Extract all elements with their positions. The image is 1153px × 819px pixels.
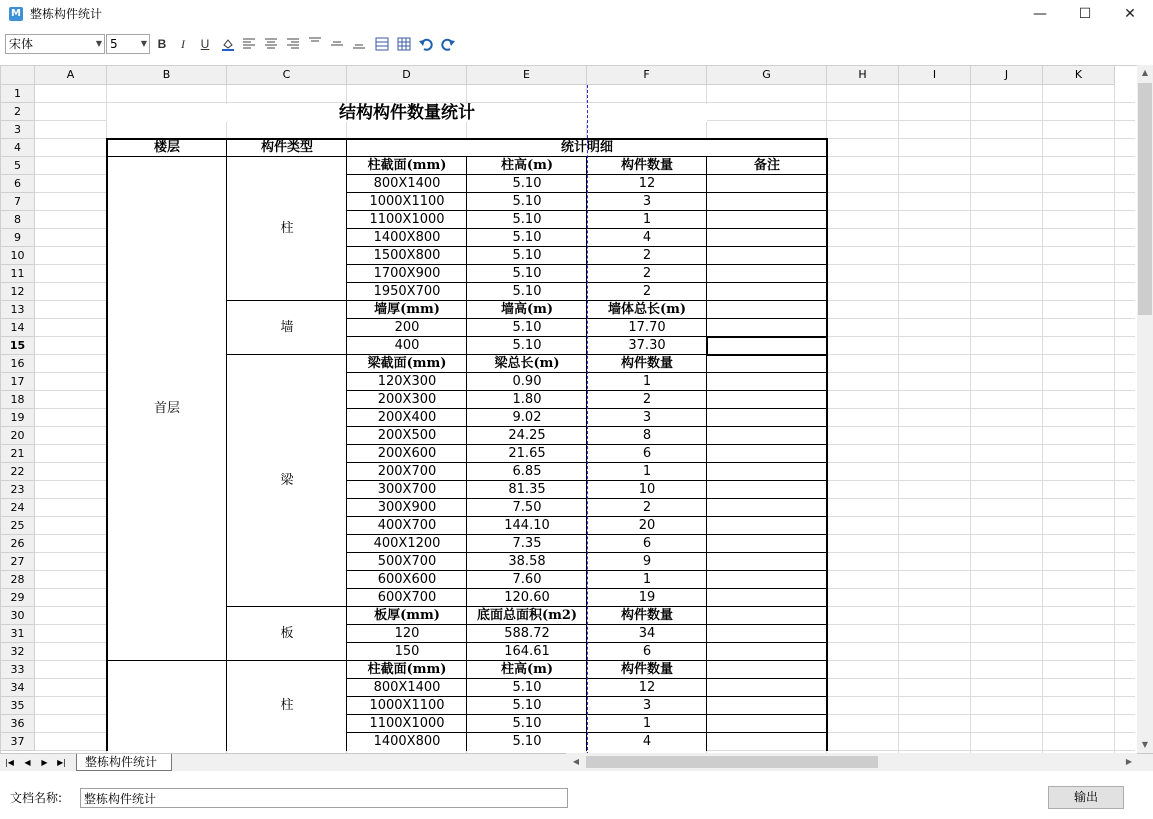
border-line [226,156,347,157]
table-row-cell: 2 [587,247,707,265]
table-row-cell: 21.65 [467,445,587,463]
gridline-vertical [1042,85,1043,754]
column-header[interactable]: C [227,66,347,85]
row-header[interactable]: 8 [1,211,35,229]
table-row-cell: 150 [347,643,467,661]
spreadsheet-grid[interactable] [0,65,1138,754]
align-center-icon[interactable] [262,35,280,53]
maximize-button[interactable]: ☐ [1078,6,1092,22]
border-line [226,660,347,661]
italic-button[interactable]: I [181,37,185,51]
row-header[interactable]: 21 [1,445,35,463]
table-row-cell: 6.85 [467,463,587,481]
row-header[interactable]: 4 [1,139,35,157]
gridline-vertical [898,85,899,754]
row-header[interactable]: 24 [1,499,35,517]
component-type-cell: 墙 [227,301,347,355]
row-header[interactable]: 25 [1,517,35,535]
border-line [226,300,347,301]
table-row-cell: 5.10 [467,193,587,211]
table-row-cell: 4 [587,229,707,247]
table-row-cell: 500X700 [347,553,467,571]
table-row-cell: 600X700 [347,589,467,607]
border-line [466,156,467,751]
row-header[interactable]: 28 [1,571,35,589]
row-header[interactable]: 16 [1,355,35,373]
table-row-cell: 19 [587,589,707,607]
row-header[interactable]: 9 [1,229,35,247]
column-header[interactable]: A [35,66,107,85]
sub-header-cell: 柱高(m) [467,661,587,679]
sub-header-cell: 柱截面(mm) [347,157,467,175]
first-sheet-icon[interactable]: |◀ [5,758,14,767]
sub-header-cell: 构件数量 [587,355,707,373]
insert-grid-icon[interactable] [395,35,413,53]
table-row-cell: 1100X1000 [347,211,467,229]
row-header[interactable]: 32 [1,643,35,661]
table-row-cell: 3 [587,697,707,715]
table-row-cell: 1400X800 [347,229,467,247]
table-row-cell: 5.10 [467,715,587,733]
column-header[interactable]: K [1043,66,1115,85]
select-all-corner[interactable] [1,66,35,85]
sub-header-cell: 构件数量 [587,157,707,175]
table-row-cell: 120 [347,625,467,643]
align-top-icon[interactable] [306,35,324,53]
table-row-cell: 800X1400 [347,679,467,697]
detail-header: 统计明细 [347,139,827,157]
table-row-cell: 81.35 [467,481,587,499]
table-row-cell: 2 [587,283,707,301]
column-header[interactable]: F [587,66,707,85]
align-middle-icon[interactable] [328,35,346,53]
table-row-cell: 38.58 [467,553,587,571]
align-bottom-icon[interactable] [350,35,368,53]
border-line [226,606,347,607]
table-row-cell: 6 [587,643,707,661]
column-header[interactable]: G [707,66,827,85]
row-header[interactable]: 34 [1,679,35,697]
row-header[interactable]: 29 [1,589,35,607]
row-header[interactable]: 31 [1,625,35,643]
border-line [106,660,227,661]
row-header[interactable]: 36 [1,715,35,733]
column-header[interactable]: E [467,66,587,85]
floor-cell [107,661,227,751]
table-row-cell: 9 [587,553,707,571]
scroll-down-icon[interactable]: ▼ [1141,740,1149,749]
underline-button[interactable]: U [200,37,210,51]
table-row-cell: 7.60 [467,571,587,589]
sub-header-cell: 梁截面(mm) [347,355,467,373]
column-header[interactable]: I [899,66,971,85]
app-logo-icon: M [9,7,23,21]
component-type-header: 构件类型 [227,139,347,157]
table-row-cell: 1000X1100 [347,193,467,211]
row-header[interactable]: 10 [1,247,35,265]
row-header[interactable]: 33 [1,661,35,679]
table-row-cell: 1100X1000 [347,715,467,733]
table-row-cell: 200X400 [347,409,467,427]
sub-header-cell: 墙高(m) [467,301,587,319]
table-row-cell: 400 [347,337,467,355]
sub-header-cell: 构件数量 [587,661,707,679]
table-row-cell: 7.50 [467,499,587,517]
table-row-cell: 144.10 [467,517,587,535]
font-name-select[interactable] [5,34,105,54]
row-header[interactable]: 7 [1,193,35,211]
sheet-tab[interactable]: 整栋构件统计 [76,754,172,771]
page-break-line [587,85,588,754]
table-row-cell: 200X300 [347,391,467,409]
table-row-cell: 3 [587,193,707,211]
table-row-cell: 12 [587,679,707,697]
table-row-cell: 600X600 [347,571,467,589]
table-row-cell: 800X1400 [347,175,467,193]
border-line [226,354,347,355]
prev-sheet-icon[interactable]: ◀ [24,758,31,767]
font-name-value: 宋体 [9,37,34,51]
table-row-cell: 2 [587,391,707,409]
table-row-cell: 200 [347,319,467,337]
undo-icon[interactable] [417,35,435,53]
table-row-cell: 200X500 [347,427,467,445]
gridline-vertical [970,85,971,754]
sheet-title: 结构构件数量统计 [107,104,707,122]
sub-header-cell: 柱截面(mm) [347,661,467,679]
column-header[interactable]: J [971,66,1043,85]
row-header[interactable]: 1 [1,85,35,103]
font-size-value: 5 [110,37,118,51]
row-header[interactable]: 17 [1,373,35,391]
table-row-cell: 5.10 [467,283,587,301]
table-row-cell: 37.30 [587,337,707,355]
scroll-left-icon[interactable]: ◀ [572,757,580,766]
gridline-horizontal [35,102,1135,103]
table-row-cell: 120X300 [347,373,467,391]
row-header[interactable]: 11 [1,265,35,283]
component-type-cell: 板 [227,607,347,661]
table-row-cell: 1 [587,715,707,733]
row-header[interactable]: 18 [1,391,35,409]
row-header[interactable]: 13 [1,301,35,319]
table-row-cell: 300X700 [347,481,467,499]
table-row-cell: 1000X1100 [347,697,467,715]
row-header[interactable]: 3 [1,121,35,139]
border-line [706,156,707,751]
row-header[interactable]: 22 [1,463,35,481]
table-row-cell: 1 [587,571,707,589]
redo-icon[interactable] [439,35,457,53]
table-row-cell: 6 [587,535,707,553]
table-row-cell: 200X600 [347,445,467,463]
table-row-cell: 2 [587,265,707,283]
row-header[interactable]: 2 [1,103,35,121]
column-header[interactable]: H [827,66,899,85]
table-row-cell: 5.10 [467,247,587,265]
table-row-cell: 1700X900 [347,265,467,283]
minimize-button[interactable]: — [1033,6,1047,22]
last-sheet-icon[interactable]: ▶| [57,758,66,767]
table-row-cell: 34 [587,625,707,643]
table-row-cell: 5.10 [467,265,587,283]
sub-header-cell: 柱高(m) [467,157,587,175]
row-header[interactable]: 26 [1,535,35,553]
insert-row-icon[interactable] [373,35,391,53]
chevron-down-icon: ▼ [95,39,102,48]
table-row-cell: 1 [587,463,707,481]
row-header[interactable]: 23 [1,481,35,499]
floor-header: 楼层 [107,139,227,157]
component-type-cell: 柱 [227,661,347,751]
font-size-select[interactable] [106,34,150,54]
align-right-icon[interactable] [284,35,302,53]
row-header[interactable]: 20 [1,427,35,445]
row-header[interactable]: 5 [1,157,35,175]
table-row-cell: 1 [587,373,707,391]
chevron-down-icon: ▼ [140,39,147,48]
table-row-cell: 1400X800 [347,733,467,751]
scroll-right-icon[interactable]: ▶ [1125,757,1133,766]
sub-header-cell: 墙厚(mm) [347,301,467,319]
table-row-cell: 2 [587,499,707,517]
sub-header-cell: 备注 [707,157,827,175]
table-row-cell: 8 [587,427,707,445]
component-type-cell: 柱 [227,157,347,301]
table-row-cell: 1 [587,211,707,229]
component-type-cell: 梁 [227,355,347,607]
sub-header-cell: 梁总长(m) [467,355,587,373]
selected-cell[interactable] [706,336,828,356]
row-header[interactable]: 12 [1,283,35,301]
table-row-cell: 4 [587,733,707,751]
table-row-cell: 5.10 [467,733,587,751]
table-row-cell: 400X700 [347,517,467,535]
table-row-cell: 5.10 [467,211,587,229]
table-row-cell: 3 [587,409,707,427]
title-bar [0,0,1153,28]
doc-name-field[interactable] [80,788,568,808]
sub-header-cell: 墙体总长(m) [587,301,707,319]
row-header[interactable]: 15 [1,337,35,355]
horizontal-scroll-thumb[interactable] [586,756,878,768]
doc-name-label: 文档名称: [10,791,63,805]
table-row-cell: 1500X800 [347,247,467,265]
table-row-cell: 300X900 [347,499,467,517]
scroll-up-icon[interactable]: ▲ [1141,68,1149,77]
table-row-cell: 5.10 [467,697,587,715]
table-row-cell: 200X700 [347,463,467,481]
sub-header-cell: 构件数量 [587,607,707,625]
row-header[interactable]: 27 [1,553,35,571]
vertical-scroll-thumb[interactable] [1138,83,1152,315]
fill-color-icon[interactable] [219,35,237,53]
next-sheet-icon[interactable]: ▶ [41,758,48,767]
row-header[interactable]: 6 [1,175,35,193]
table-row-cell: 5.10 [467,337,587,355]
table-row-cell: 7.35 [467,535,587,553]
table-row-cell: 12 [587,175,707,193]
table-row-cell: 588.72 [467,625,587,643]
table-row-cell: 1.80 [467,391,587,409]
table-row-cell: 5.10 [467,229,587,247]
gridline-vertical [1114,85,1115,754]
table-row-cell: 1950X700 [347,283,467,301]
formatting-toolbar [0,30,1153,60]
bold-button[interactable]: B [157,37,167,51]
table-row-cell: 400X1200 [347,535,467,553]
table-row-cell: 6 [587,445,707,463]
table-row-cell: 10 [587,481,707,499]
floor-cell: 首层 [107,157,227,661]
border-line [106,138,827,140]
table-row-cell: 5.10 [467,175,587,193]
align-left-icon[interactable] [240,35,258,53]
table-row-cell: 5.10 [467,319,587,337]
sub-header-cell: 底面总面积(m2) [467,607,587,625]
table-row-cell: 0.90 [467,373,587,391]
table-row-cell: 24.25 [467,427,587,445]
export-button[interactable]: 输出 [1048,786,1124,809]
close-button[interactable]: ✕ [1124,6,1136,22]
table-row-cell: 17.70 [587,319,707,337]
table-row-cell: 164.61 [467,643,587,661]
table-row-cell: 9.02 [467,409,587,427]
row-header[interactable]: 14 [1,319,35,337]
row-header[interactable]: 30 [1,607,35,625]
table-row-cell: 5.10 [467,679,587,697]
column-header[interactable]: B [107,66,227,85]
column-header[interactable]: D [347,66,467,85]
table-row-cell: 20 [587,517,707,535]
row-header[interactable]: 19 [1,409,35,427]
row-header[interactable]: 35 [1,697,35,715]
window-title: 整栋构件统计 [30,7,103,21]
row-header[interactable]: 37 [1,733,35,751]
sub-header-cell: 板厚(mm) [347,607,467,625]
table-row-cell: 120.60 [467,589,587,607]
